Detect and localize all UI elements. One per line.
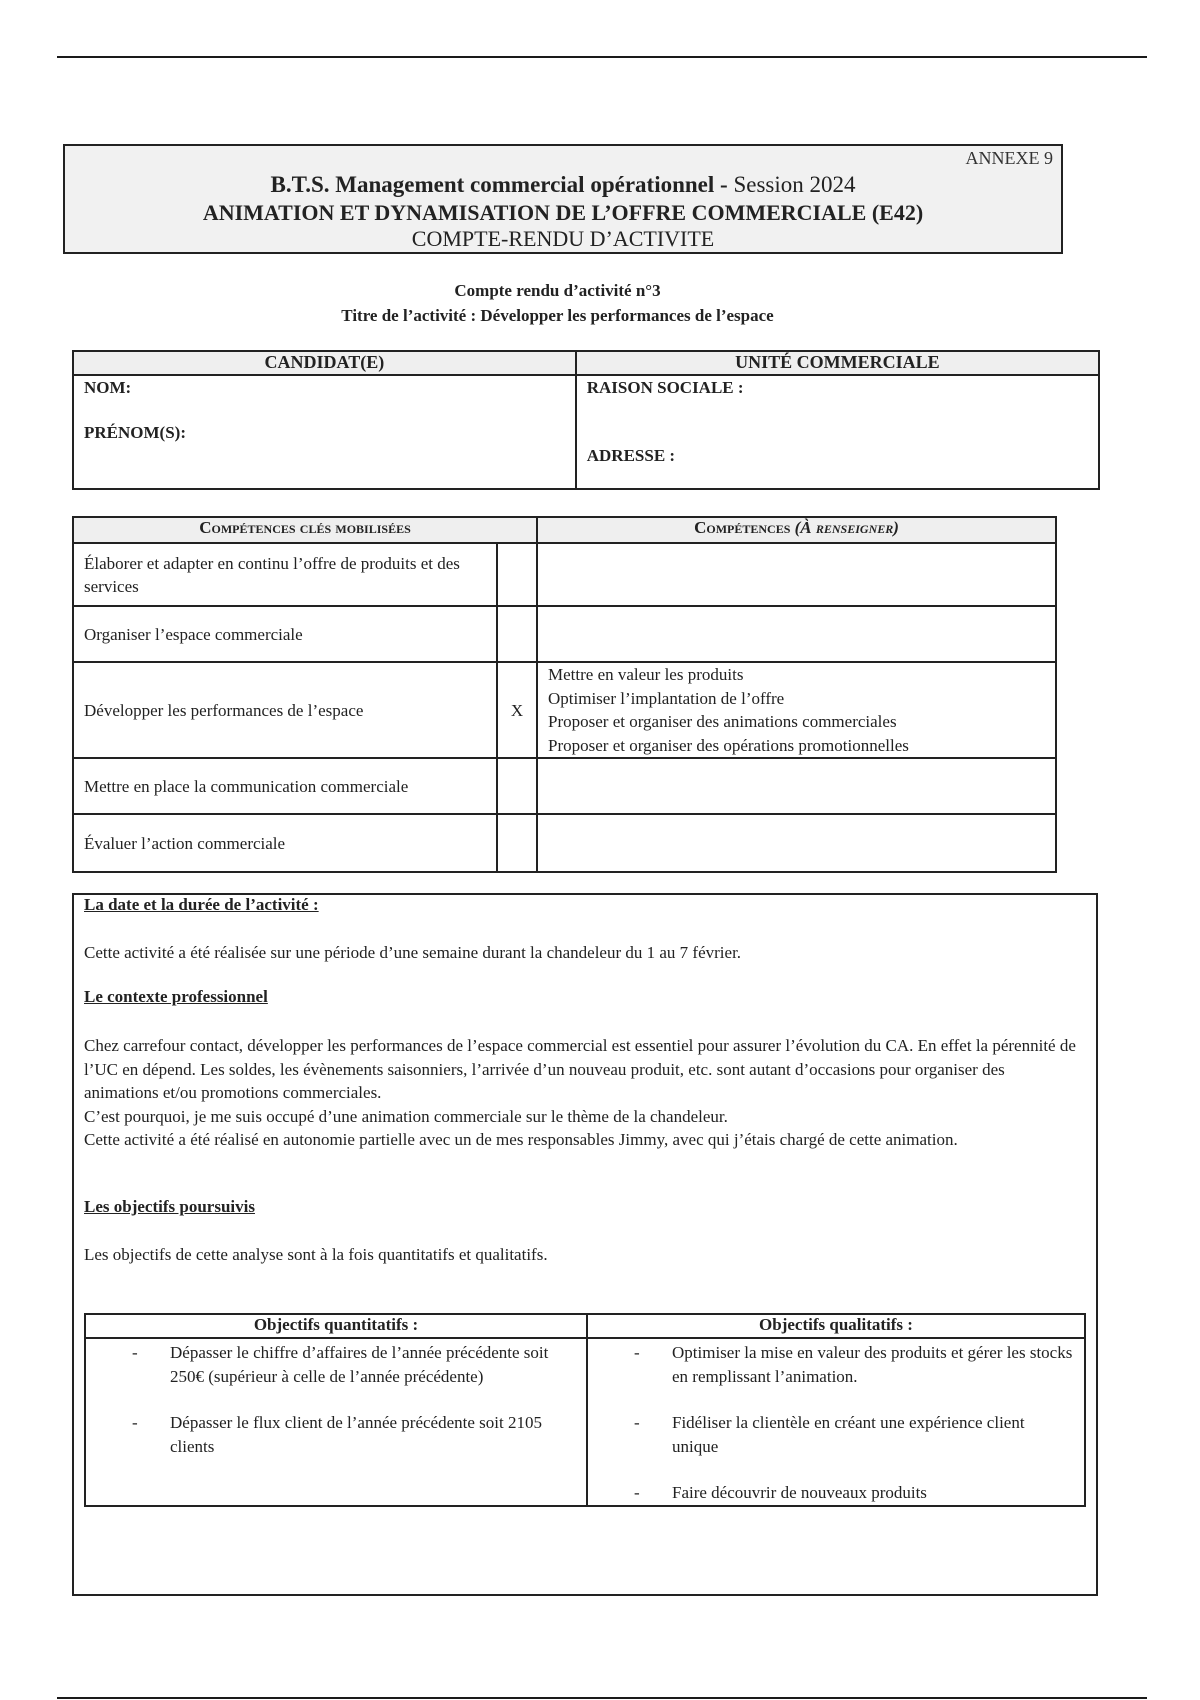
objective-item: [588, 1411, 1074, 1458]
candidate-cell[interactable]: [73, 375, 576, 489]
context-text: [84, 1034, 1076, 1152]
nom-label: NOM:: [84, 378, 132, 397]
competences-header-label: Compétences: [694, 518, 791, 537]
quantitative-objectives-header: Objectifs quantitatifs :: [85, 1314, 587, 1338]
competence-details[interactable]: [537, 543, 1056, 606]
competence-mark[interactable]: [497, 606, 537, 662]
competence-mark[interactable]: [497, 543, 537, 606]
competence-label: Élaborer et adapter en continu l’offre de produits et des services: [73, 543, 497, 606]
competence-detail-item: Mettre en valeur les produits: [548, 665, 744, 684]
competence-label: Organiser l’espace commerciale: [73, 606, 497, 662]
competence-details[interactable]: [537, 606, 1056, 662]
objective-item: [588, 1341, 1074, 1388]
competence-detail-item: Optimiser l’implantation de l’offre: [548, 688, 785, 708]
competence-mark[interactable]: X: [497, 662, 537, 758]
objective-text: Faire découvrir de nouveaux produits: [672, 1483, 927, 1502]
competence-label: Développer les performances de l’espace: [73, 662, 497, 758]
date-heading: La date et la durée de l’activité :: [84, 895, 319, 914]
objectives-heading: Les objectifs poursuivis: [84, 1197, 255, 1216]
candidate-table: [72, 350, 1100, 490]
objective-item: [588, 1481, 1074, 1505]
bullet-dash: -: [132, 1343, 138, 1362]
exam-subject: ANIMATION ET DYNAMISATION DE L’OFFRE COMMERCIALE (E42): [202, 200, 924, 225]
bullet-dash: -: [132, 1413, 138, 1432]
quantitative-objectives-cell: [85, 1338, 587, 1506]
objectives-intro: Les objectifs de cette analyse sont à la fois quantitatifs et qualitatifs.: [84, 1245, 548, 1264]
key-competences-header: Compétences clés mobilisées: [73, 517, 537, 543]
date-text: Cette activité a été réalisée sur une période d’une semaine durant la chandeleur du 1 au 7 février.: [84, 943, 742, 962]
context-paragraph: Chez carrefour contact, développer les performances de l’espace commercial est essentiel pour assurer l’évolution du CA. En effet la pérennité de l’UC en dépend. Les soldes, les évènements saisonniers, l’arrivée d’un nouveau produit, etc. sont autant d’occasions pour organiser des animations et/ou promotions commerciales.: [84, 1036, 1076, 1102]
competence-label: Évaluer l’action commerciale: [73, 814, 497, 872]
objective-text: Dépasser le chiffre d’affaires de l’année précédente soit 250€ (supérieur à celle de l’année précédente): [170, 1343, 549, 1386]
objective-text: Fidéliser la clientèle en créant une expérience client unique: [672, 1413, 1025, 1456]
competence-detail-item: Proposer et organiser des opérations promotionnelles: [548, 735, 909, 755]
context-paragraph: C’est pourquoi, je me suis occupé d’une animation commerciale sur le thème de la chandeleur.: [84, 1106, 728, 1126]
bullet-dash: -: [634, 1483, 640, 1502]
exam-title: [65, 172, 1061, 198]
raison-sociale-label: RAISON SOCIALE :: [586, 378, 744, 397]
page-bottom-rule: [57, 1697, 1147, 1699]
exam-session: Session 2024: [727, 172, 856, 197]
qualitative-objectives-cell: [587, 1338, 1085, 1506]
qualitative-objectives-header: Objectifs qualitatifs :: [587, 1314, 1085, 1338]
exam-title-bold: B.T.S. Management commercial opérationnel -: [270, 172, 728, 197]
competence-label: Mettre en place la communication commerciale: [73, 758, 497, 814]
activity-report-box: [72, 893, 1098, 1596]
competences-table: [72, 516, 1057, 873]
page-top-rule: [57, 56, 1147, 58]
annexe-label: ANNEXE 9: [965, 148, 1053, 168]
activity-title: Titre de l’activité : Développer les performances de l’espace: [341, 306, 774, 325]
commercial-unit-header: UNITÉ COMMERCIALE: [576, 351, 1099, 375]
competence-details[interactable]: [537, 758, 1056, 814]
competence-details[interactable]: [537, 814, 1056, 872]
activity-number: Compte rendu d’activité n°3: [454, 281, 661, 300]
context-paragraph: Cette activité a été réalisé en autonomie partielle avec un de mes responsables Jimmy, avec qui j’étais chargé de cette animation.: [84, 1130, 958, 1149]
competence-details[interactable]: [537, 662, 1056, 758]
commercial-unit-cell[interactable]: [576, 375, 1099, 489]
competences-header-hint: (À renseigner): [794, 518, 899, 537]
bullet-dash: -: [634, 1343, 640, 1362]
document-type: COMPTE-RENDU D’ACTIVITE: [411, 226, 715, 251]
competence-mark[interactable]: [497, 814, 537, 872]
objective-item: [86, 1411, 576, 1458]
objective-item: [86, 1341, 576, 1388]
competence-mark[interactable]: [497, 758, 537, 814]
document-header-box: [63, 144, 1063, 254]
candidate-header: CANDIDAT(E): [73, 351, 576, 375]
bullet-dash: -: [634, 1413, 640, 1432]
prenom-label: PRÉNOM(S):: [84, 423, 186, 442]
objective-text: Optimiser la mise en valeur des produits et gérer les stocks en remplissant l’animation.: [672, 1343, 1073, 1386]
context-heading: Le contexte professionnel: [84, 987, 268, 1006]
objectives-table: [84, 1313, 1086, 1507]
competence-detail-item: Proposer et organiser des animations commerciales: [548, 712, 897, 731]
adresse-label: ADRESSE :: [586, 446, 676, 465]
competences-header: [537, 517, 1056, 543]
objective-text: Dépasser le flux client de l’année précédente soit 2105 clients: [170, 1413, 542, 1456]
